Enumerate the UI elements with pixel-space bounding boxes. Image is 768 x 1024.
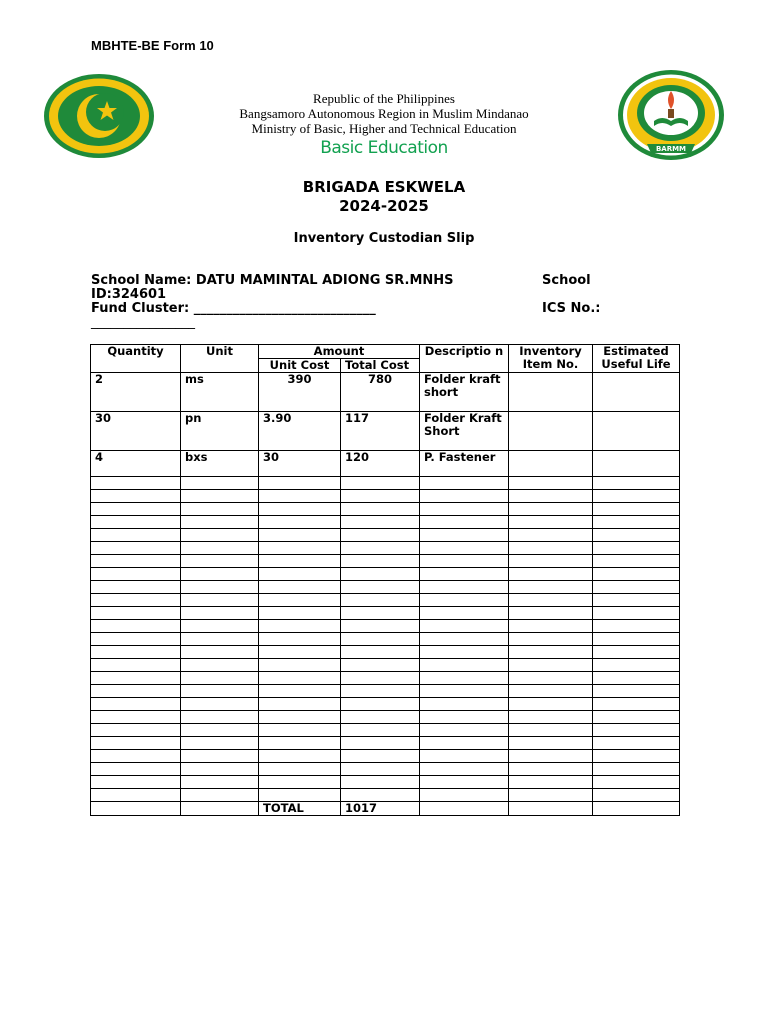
empty-cell xyxy=(259,776,341,789)
empty-cell xyxy=(420,737,509,750)
empty-cell xyxy=(259,789,341,802)
empty-cell xyxy=(509,685,593,698)
empty-cell xyxy=(341,659,420,672)
empty-cell xyxy=(181,737,259,750)
total-cost-cell: 117 xyxy=(341,412,420,451)
empty-cell xyxy=(593,685,680,698)
empty-cell xyxy=(341,685,420,698)
empty-cell xyxy=(181,711,259,724)
empty-cell xyxy=(509,711,593,724)
empty-cell xyxy=(341,789,420,802)
empty-table-row xyxy=(91,789,680,802)
empty-cell xyxy=(341,490,420,503)
unit-cell: ms xyxy=(181,373,259,412)
school-id-value: ID:324601 xyxy=(91,287,167,302)
empty-cell xyxy=(420,724,509,737)
empty-cell xyxy=(259,685,341,698)
empty-cell xyxy=(259,646,341,659)
empty-cell xyxy=(509,607,593,620)
empty-cell xyxy=(593,698,680,711)
empty-table-row xyxy=(91,529,680,542)
empty-cell xyxy=(259,737,341,750)
empty-cell xyxy=(181,750,259,763)
empty-cell xyxy=(593,750,680,763)
empty-cell xyxy=(259,659,341,672)
empty-cell xyxy=(91,594,181,607)
empty-cell xyxy=(509,529,593,542)
header-total-cost: Total Cost xyxy=(341,359,420,373)
header-ministry: Ministry of Basic, Higher and Technical Education xyxy=(251,121,517,136)
empty-cell xyxy=(181,789,259,802)
header-unit: Unit xyxy=(181,345,259,373)
empty-cell xyxy=(509,698,593,711)
empty-cell xyxy=(91,620,181,633)
item-no-cell xyxy=(509,412,593,451)
empty-table-row xyxy=(91,685,680,698)
quantity-cell: 4 xyxy=(91,451,181,477)
empty-cell xyxy=(259,724,341,737)
empty-table-row xyxy=(91,724,680,737)
empty-table-row xyxy=(91,776,680,789)
total-row xyxy=(91,802,680,816)
header-inventory-item-no: Inventory Item No. xyxy=(509,345,593,373)
empty-cell xyxy=(593,516,680,529)
empty-cell xyxy=(259,477,341,490)
empty-cell xyxy=(593,607,680,620)
empty-cell xyxy=(593,503,680,516)
unit-cost-cell: 30 xyxy=(259,451,341,477)
empty-cell xyxy=(420,672,509,685)
empty-table-row xyxy=(91,646,680,659)
empty-cell xyxy=(509,620,593,633)
empty-cell xyxy=(509,581,593,594)
description-cell: Folder Kraft Short xyxy=(420,412,509,451)
empty-cell xyxy=(509,672,593,685)
item-no-cell xyxy=(509,373,593,412)
empty-cell xyxy=(341,607,420,620)
empty-cell xyxy=(181,542,259,555)
empty-cell xyxy=(593,555,680,568)
quantity-cell: 2 xyxy=(91,373,181,412)
unit-cost-cell: 3.90 xyxy=(259,412,341,451)
empty-cell xyxy=(509,568,593,581)
total-blank-cell xyxy=(509,802,593,816)
empty-cell xyxy=(420,581,509,594)
empty-cell xyxy=(341,503,420,516)
empty-cell xyxy=(181,594,259,607)
fund-cluster-field: Fund Cluster: ____________________________ xyxy=(91,301,376,316)
empty-cell xyxy=(181,646,259,659)
quantity-cell: 30 xyxy=(91,412,181,451)
empty-table-row xyxy=(91,555,680,568)
empty-cell xyxy=(91,698,181,711)
form-school-year: 2024-2025 xyxy=(339,197,429,215)
empty-cell xyxy=(181,698,259,711)
empty-cell xyxy=(420,763,509,776)
empty-table-row xyxy=(91,659,680,672)
empty-cell xyxy=(259,698,341,711)
empty-cell xyxy=(509,633,593,646)
empty-cell xyxy=(420,490,509,503)
empty-cell xyxy=(593,477,680,490)
ics-number-label: ICS No.: xyxy=(542,301,601,316)
empty-cell xyxy=(341,594,420,607)
table-row xyxy=(91,412,680,451)
empty-cell xyxy=(341,698,420,711)
empty-cell xyxy=(259,607,341,620)
header-region: Bangsamoro Autonomous Region in Muslim Mindanao xyxy=(239,106,529,121)
empty-cell xyxy=(181,763,259,776)
total-blank-cell xyxy=(420,802,509,816)
empty-cell xyxy=(259,711,341,724)
empty-cell xyxy=(593,633,680,646)
empty-table-row xyxy=(91,737,680,750)
unit-cost-cell: 390 xyxy=(259,373,341,412)
unit-cell: bxs xyxy=(181,451,259,477)
school-name-field: School Name: DATU MAMINTAL ADIONG SR.MNHS xyxy=(91,273,454,288)
unit-cell: pn xyxy=(181,412,259,451)
empty-cell xyxy=(259,516,341,529)
empty-cell xyxy=(420,620,509,633)
form-title: BRIGADA ESKWELA xyxy=(302,178,466,196)
empty-cell xyxy=(420,776,509,789)
empty-cell xyxy=(593,737,680,750)
useful-life-cell xyxy=(593,412,680,451)
empty-cell xyxy=(593,672,680,685)
empty-table-row xyxy=(91,633,680,646)
empty-cell xyxy=(181,633,259,646)
empty-cell xyxy=(341,542,420,555)
empty-cell xyxy=(509,477,593,490)
empty-cell xyxy=(91,633,181,646)
empty-cell xyxy=(341,724,420,737)
empty-cell xyxy=(420,516,509,529)
empty-cell xyxy=(593,568,680,581)
empty-cell xyxy=(181,620,259,633)
empty-cell xyxy=(593,581,680,594)
total-cost-cell: 780 xyxy=(341,373,420,412)
empty-cell xyxy=(509,646,593,659)
total-cost-cell: 120 xyxy=(341,451,420,477)
empty-table-row xyxy=(91,477,680,490)
empty-cell xyxy=(181,776,259,789)
header-unit-cost: Unit Cost xyxy=(259,359,341,373)
empty-table-row xyxy=(91,503,680,516)
empty-cell xyxy=(181,477,259,490)
form-subtitle: Inventory Custodian Slip xyxy=(293,231,475,246)
empty-cell xyxy=(593,529,680,542)
empty-cell xyxy=(593,620,680,633)
empty-cell xyxy=(91,490,181,503)
empty-table-row xyxy=(91,581,680,594)
empty-cell xyxy=(181,607,259,620)
empty-table-row xyxy=(91,698,680,711)
form-number: MBHTE-BE Form 10 xyxy=(91,38,214,53)
empty-cell xyxy=(509,724,593,737)
empty-cell xyxy=(420,568,509,581)
empty-cell xyxy=(341,581,420,594)
header-republic: Republic of the Philippines xyxy=(313,91,455,106)
empty-cell xyxy=(341,763,420,776)
empty-cell xyxy=(259,581,341,594)
empty-cell xyxy=(420,555,509,568)
empty-cell xyxy=(91,789,181,802)
empty-cell xyxy=(259,763,341,776)
empty-cell xyxy=(593,724,680,737)
empty-cell xyxy=(420,607,509,620)
total-blank-cell xyxy=(593,802,680,816)
empty-cell xyxy=(91,503,181,516)
empty-cell xyxy=(181,529,259,542)
empty-cell xyxy=(91,737,181,750)
empty-cell xyxy=(91,516,181,529)
empty-cell xyxy=(181,555,259,568)
empty-cell xyxy=(593,711,680,724)
inventory-table xyxy=(90,344,680,816)
empty-cell xyxy=(341,529,420,542)
empty-cell xyxy=(259,542,341,555)
useful-life-cell xyxy=(593,451,680,477)
empty-cell xyxy=(509,776,593,789)
empty-cell xyxy=(509,750,593,763)
empty-cell xyxy=(259,568,341,581)
total-value: 1017 xyxy=(341,802,420,816)
useful-life-cell xyxy=(593,373,680,412)
empty-table-row xyxy=(91,672,680,685)
empty-table-row xyxy=(91,620,680,633)
empty-cell xyxy=(593,542,680,555)
empty-cell xyxy=(509,789,593,802)
header-office: Basic Education xyxy=(320,138,448,158)
empty-cell xyxy=(420,594,509,607)
table-row xyxy=(91,451,680,477)
empty-cell xyxy=(593,789,680,802)
empty-cell xyxy=(593,646,680,659)
empty-cell xyxy=(420,633,509,646)
empty-cell xyxy=(259,490,341,503)
empty-cell xyxy=(509,503,593,516)
empty-cell xyxy=(91,763,181,776)
empty-cell xyxy=(509,763,593,776)
item-no-cell xyxy=(509,451,593,477)
empty-cell xyxy=(91,724,181,737)
total-blank-cell xyxy=(181,802,259,816)
empty-cell xyxy=(593,594,680,607)
empty-cell xyxy=(181,685,259,698)
empty-table-row xyxy=(91,750,680,763)
total-label: TOTAL xyxy=(259,802,341,816)
empty-cell xyxy=(181,672,259,685)
empty-cell xyxy=(509,490,593,503)
empty-cell xyxy=(259,594,341,607)
empty-cell xyxy=(509,542,593,555)
empty-cell xyxy=(420,646,509,659)
empty-cell xyxy=(259,503,341,516)
empty-cell xyxy=(593,763,680,776)
description-cell: Folder kraft short xyxy=(420,373,509,412)
empty-cell xyxy=(259,633,341,646)
header-estimated-useful-life: Estimated Useful Life xyxy=(593,345,680,373)
empty-cell xyxy=(181,516,259,529)
empty-table-row xyxy=(91,763,680,776)
empty-cell xyxy=(91,477,181,490)
empty-table-row xyxy=(91,490,680,503)
empty-table-row xyxy=(91,516,680,529)
empty-cell xyxy=(341,750,420,763)
empty-cell xyxy=(341,672,420,685)
empty-cell xyxy=(181,724,259,737)
header-description: Descriptio n xyxy=(420,345,509,373)
empty-cell xyxy=(91,672,181,685)
empty-cell xyxy=(91,529,181,542)
ics-number-blank: ________________ xyxy=(91,315,195,330)
empty-cell xyxy=(341,737,420,750)
empty-cell xyxy=(341,568,420,581)
empty-cell xyxy=(593,490,680,503)
empty-cell xyxy=(509,737,593,750)
empty-table-row xyxy=(91,607,680,620)
empty-cell xyxy=(259,529,341,542)
mbhte-seal-logo xyxy=(617,69,725,161)
empty-cell xyxy=(341,620,420,633)
empty-cell xyxy=(259,555,341,568)
empty-cell xyxy=(259,672,341,685)
empty-cell xyxy=(593,659,680,672)
empty-cell xyxy=(181,503,259,516)
school-id-label: School xyxy=(542,273,591,288)
empty-cell xyxy=(420,529,509,542)
empty-cell xyxy=(91,776,181,789)
description-cell: P. Fastener xyxy=(420,451,509,477)
empty-cell xyxy=(91,646,181,659)
empty-table-row xyxy=(91,594,680,607)
empty-cell xyxy=(593,776,680,789)
empty-cell xyxy=(91,685,181,698)
empty-cell xyxy=(420,503,509,516)
empty-cell xyxy=(420,698,509,711)
empty-cell xyxy=(91,711,181,724)
empty-cell xyxy=(91,659,181,672)
empty-cell xyxy=(341,477,420,490)
empty-cell xyxy=(420,542,509,555)
empty-cell xyxy=(259,620,341,633)
empty-table-row xyxy=(91,542,680,555)
empty-cell xyxy=(259,750,341,763)
empty-cell xyxy=(509,659,593,672)
empty-cell xyxy=(181,490,259,503)
empty-cell xyxy=(420,477,509,490)
empty-cell xyxy=(341,633,420,646)
empty-cell xyxy=(509,516,593,529)
empty-cell xyxy=(420,711,509,724)
empty-cell xyxy=(341,646,420,659)
empty-cell xyxy=(91,555,181,568)
empty-cell xyxy=(91,542,181,555)
empty-table-row xyxy=(91,711,680,724)
empty-cell xyxy=(509,594,593,607)
empty-table-row xyxy=(91,568,680,581)
table-row xyxy=(91,373,680,412)
empty-cell xyxy=(420,789,509,802)
empty-cell xyxy=(341,711,420,724)
empty-cell xyxy=(91,750,181,763)
empty-cell xyxy=(420,685,509,698)
empty-cell xyxy=(91,607,181,620)
header-amount: Amount xyxy=(259,345,420,359)
empty-cell xyxy=(509,555,593,568)
empty-cell xyxy=(181,581,259,594)
empty-cell xyxy=(181,568,259,581)
empty-cell xyxy=(91,581,181,594)
header-quantity: Quantity xyxy=(91,345,181,373)
empty-cell xyxy=(91,568,181,581)
empty-cell xyxy=(181,659,259,672)
total-blank-cell xyxy=(91,802,181,816)
empty-cell xyxy=(420,659,509,672)
empty-cell xyxy=(420,750,509,763)
empty-cell xyxy=(341,776,420,789)
svg-text:BARMM: BARMM xyxy=(655,145,687,153)
empty-cell xyxy=(341,516,420,529)
empty-cell xyxy=(341,555,420,568)
